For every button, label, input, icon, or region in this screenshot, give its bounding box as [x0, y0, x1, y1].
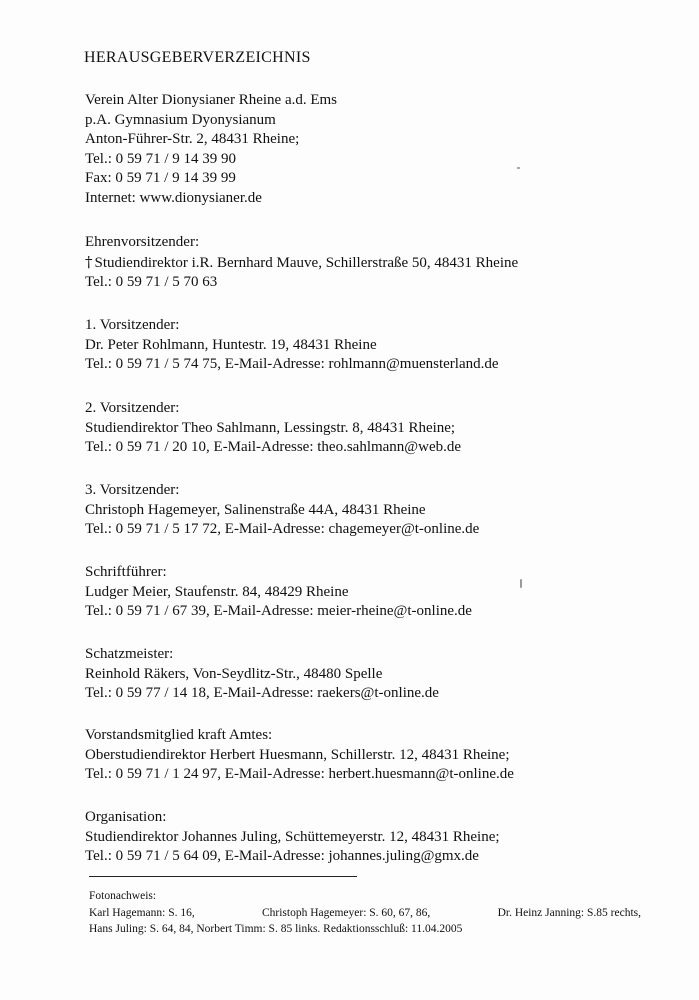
organiser-name: Studiendirektor Johannes Juling, Schüttemeyerstr. 12, 48431 Rheine;	[85, 828, 500, 845]
honorary-chair-name: Studiendirektor i.R. Bernhard Mauve, Schillerstraße 50, 48431 Rheine	[94, 254, 519, 271]
footnote-divider	[89, 876, 357, 877]
association-phone: Tel.: 0 59 71 / 9 14 39 90	[85, 150, 237, 167]
ex-officio-member-name: Oberstudiendirektor Herbert Huesmann, Schillerstr. 12, 48431 Rheine;	[85, 746, 510, 763]
association-street: Anton-Führer-Str. 2, 48431 Rheine;	[85, 131, 300, 147]
photo-credits-text	[89, 905, 641, 937]
association-care-of: p.A. Gymnasium Dyonysianum	[85, 111, 276, 128]
treasurer-block	[85, 645, 439, 704]
section-heading: Vorstandsmitglied kraft Amtes:	[85, 727, 273, 743]
secretary-name: Ludger Meier, Staufenstr. 84, 48429 Rheine	[85, 583, 349, 600]
photo-credits-line-1	[89, 905, 641, 921]
second-chair-contact: Tel.: 0 59 71 / 20 10, E-Mail-Adresse: theo.sahlmann@web.de	[85, 439, 462, 455]
credit-karl-hagemann: Karl Hagemann: S. 16,	[89, 907, 195, 919]
section-heading: 1. Vorsitzender:	[85, 317, 180, 333]
section-heading: Schatzmeister:	[85, 646, 174, 662]
third-chair-block	[85, 481, 479, 540]
credit-christoph-hagemeyer: Christoph Hagemeyer: S. 60, 67, 86,	[261, 907, 431, 919]
honorary-chair-block	[85, 233, 518, 293]
section-heading: Organisation:	[85, 809, 167, 825]
ex-officio-member-contact: Tel.: 0 59 71 / 1 24 97, E-Mail-Adresse: herbert.huesmann@t-online.de	[85, 766, 514, 782]
honorary-chair-name-line	[85, 253, 518, 274]
first-chair-block	[85, 316, 499, 375]
organiser-contact: Tel.: 0 59 71 / 5 64 09, E-Mail-Adresse: johannes.juling@gmx.de	[85, 848, 479, 864]
ex-officio-member-block	[85, 726, 514, 785]
photo-credits-line-2: Hans Juling: S. 64, 84, Norbert Timm: S. 85 links. Redaktionsschluß: 11.04.2005	[89, 923, 463, 935]
section-heading: 2. Vorsitzender:	[85, 400, 180, 416]
secretary-block	[85, 563, 472, 622]
third-chair-name: Christoph Hagemeyer, Salinenstraße 44A, 48431 Rheine	[85, 501, 426, 518]
treasurer-name: Reinhold Räkers, Von-Seydlitz-Str., 48480 Spelle	[85, 665, 383, 682]
credit-heinz-janning: Dr. Heinz Janning: S.85 rechts,	[497, 907, 641, 919]
section-heading: Schriftführer:	[85, 564, 167, 580]
page-title: HERAUSGEBERVERZEICHNIS	[84, 49, 311, 66]
section-heading: 3. Vorsitzender:	[85, 482, 180, 498]
section-heading: Ehrenvorsitzender:	[85, 234, 200, 250]
honorary-chair-phone: Tel.: 0 59 71 / 5 70 63	[85, 274, 218, 290]
scan-speck	[520, 579, 522, 588]
secretary-contact: Tel.: 0 59 71 / 67 39, E-Mail-Adresse: meier-rheine@t-online.de	[85, 603, 472, 619]
deceased-cross-icon: †	[85, 252, 93, 271]
third-chair-contact: Tel.: 0 59 71 / 5 17 72, E-Mail-Adresse: chagemeyer@t-online.de	[85, 521, 480, 537]
second-chair-name: Studiendirektor Theo Sahlmann, Lessingstr. 8, 48431 Rheine;	[85, 419, 456, 436]
photo-credits-label: Fotonachweis:	[89, 890, 157, 902]
first-chair-name: Dr. Peter Rohlmann, Huntestr. 19, 48431 Rheine	[85, 336, 377, 353]
association-website: Internet: www.dionysianer.de	[85, 189, 262, 206]
first-chair-contact: Tel.: 0 59 71 / 5 74 75, E-Mail-Adresse: rohlmann@muensterland.de	[85, 356, 499, 372]
treasurer-contact: Tel.: 0 59 77 / 14 18, E-Mail-Adresse: raekers@t-online.de	[85, 685, 439, 701]
association-fax: Fax: 0 59 71 / 9 14 39 99	[85, 170, 236, 186]
organisation-block	[85, 808, 500, 867]
association-address-block	[85, 91, 337, 208]
association-name: Verein Alter Dionysianer Rheine a.d. Ems	[85, 92, 338, 108]
scan-speck	[517, 167, 520, 169]
second-chair-block	[85, 399, 461, 458]
